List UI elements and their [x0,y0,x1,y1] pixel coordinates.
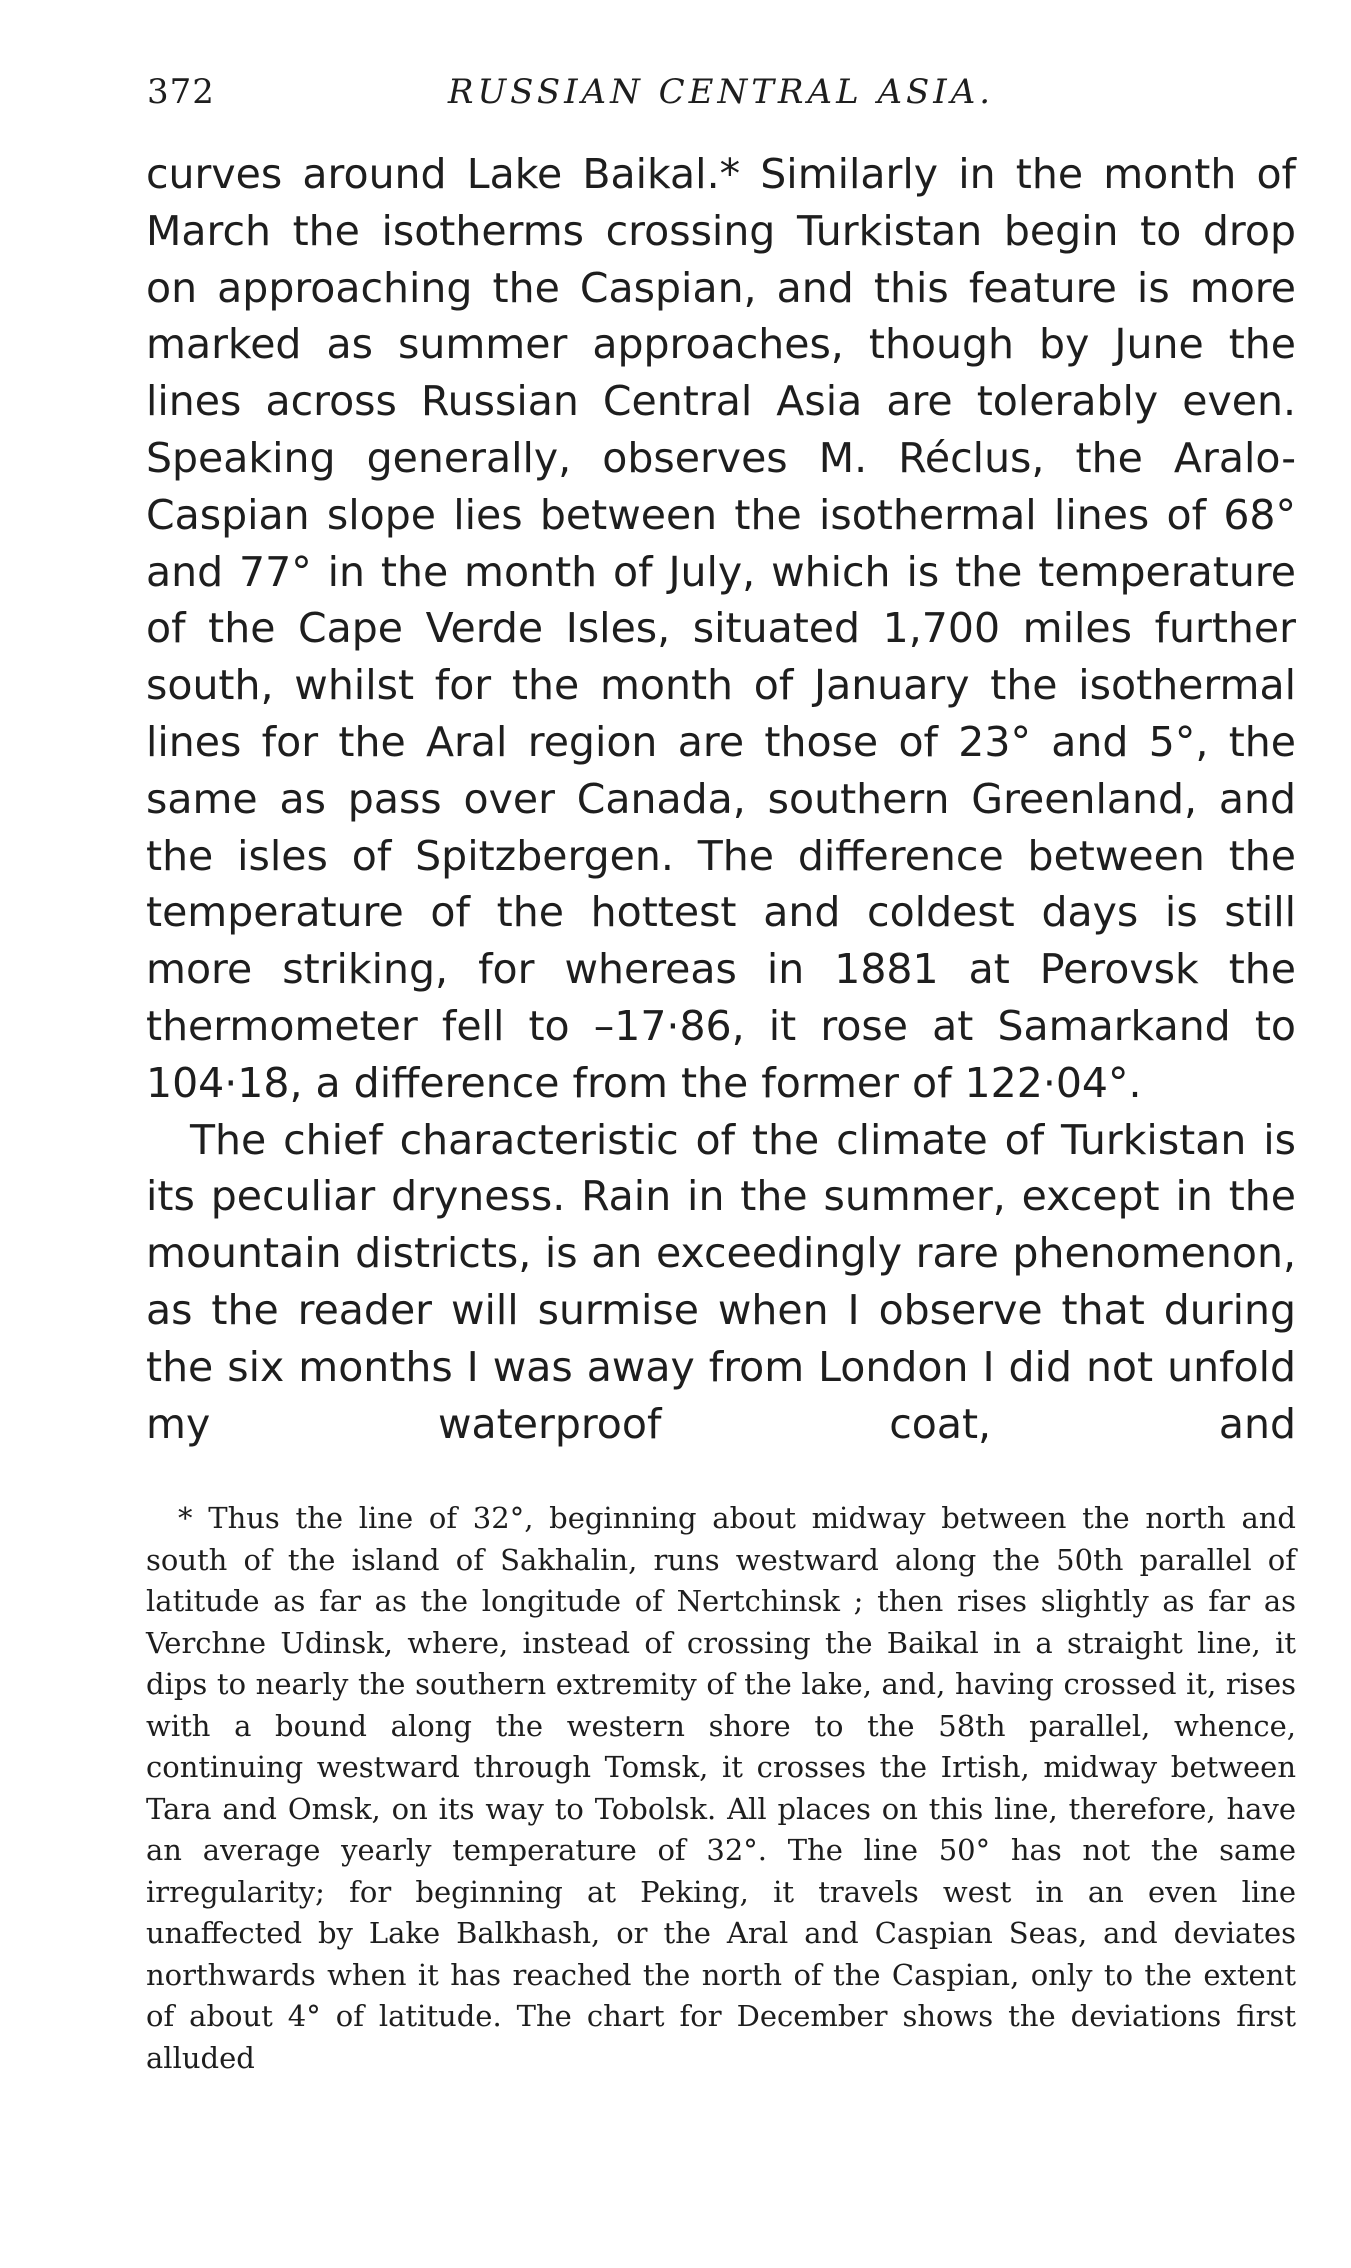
paragraph-1: curves around Lake Baikal.* Similarly in the month of March the isotherms crossing Turkistan begin to drop on approaching the Caspian, and this feature is more marked as summer approaches, though by June the lines across Russian Central Asia are tolerably even. Speaking generally, observes M. Réclus, the Aralo-Caspian slope lies between the isothermal lines of 68° and 77° in the month of July, which is the temperature of the Cape Verde Isles, situated 1,700 miles further south, whilst for the month of January the isothermal lines for the Aral region are those of 23° and 5°, the same as pass over Canada, southern Greenland, and the isles of Spitzbergen. The difference between the temperature of the hottest and coldest days is still more striking, for whereas in 1881 at Perovsk the thermometer fell to –17·86, it rose at Samarkand to 104·18, a difference from the former of 122·04°. [146,150,1310,1107]
running-title: RUSSIAN CENTRAL ASIA. [447,72,995,112]
body-text [146,146,1310,1466]
footnote: * Thus the line of 32°, beginning about midway between the north and south of the island of Sakhalin, runs westward along the 50th parallel of latitude as far as the longitude of Nertchinsk ; then rises slightly as far as Verchne Udinsk, where, instead of crossing the Baikal in a straight line, it dips to nearly the southern extremity of the lake, and, having crossed it, rises with a bound along the western shore to the 58th parallel, whence, continuing westward through Tomsk, it crosses the Irtish, midway between Tara and Omsk, on its way to Tobolsk. All places on this line, therefore, have an average yearly temperature of 32°. The line 50° has not the same irregularity; for beginning at Peking, it travels west in an even line unaffected by Lake Balkhash, or the Aral and Caspian Seas, and deviates northwards when it has reached the north of the Caspian, only to the extent of about 4° of latitude. The chart for December shows the deviations first alluded [146,1501,1296,2075]
page-number: 372 [147,72,215,112]
page-header [147,72,1295,122]
paragraph-2: The chief characteristic of the climate of Turkistan is its peculiar dryness. Rain in the summer, except in the mountain districts, is an exceedingly rare phenomenon, as the reader will surmise when I observe that during the six months I was away from London I did not unfold my waterproof coat, and [146,1115,1310,1448]
